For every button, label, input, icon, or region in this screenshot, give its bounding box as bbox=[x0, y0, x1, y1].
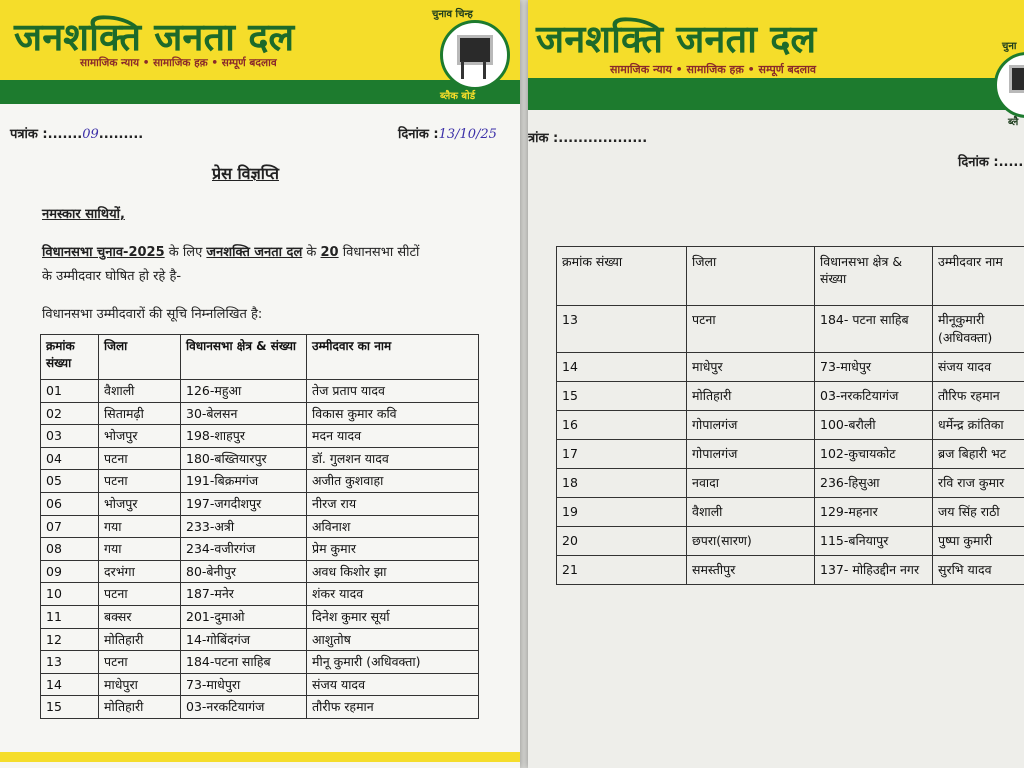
district-cell: वैशाली bbox=[687, 498, 815, 527]
constituency-cell: 137- मोहिउद्दीन नगर bbox=[815, 556, 933, 585]
district-cell: मोतिहारी bbox=[99, 696, 181, 719]
constituency-cell: 03-नरकटियागंज bbox=[181, 696, 307, 719]
symbol-title: चुनाव चिन्ह bbox=[432, 9, 473, 20]
candidate-name-cell: सुरभि यादव bbox=[933, 556, 1024, 585]
table-row bbox=[41, 380, 479, 403]
constituency-cell: 73-माधेपुरा bbox=[181, 673, 307, 696]
table-row bbox=[41, 447, 479, 470]
table-row bbox=[41, 560, 479, 583]
district-cell: माधेपुरा bbox=[99, 673, 181, 696]
constituency-cell: 129-महनार bbox=[815, 498, 933, 527]
serial-number-cell: 18 bbox=[557, 469, 687, 498]
table-row bbox=[41, 402, 479, 425]
table-row bbox=[41, 673, 479, 696]
column-header: उम्मीदवार का नाम bbox=[307, 335, 479, 380]
serial-number-cell: 10 bbox=[41, 583, 99, 606]
candidate-table-right bbox=[556, 246, 1024, 585]
serial-number-cell: 13 bbox=[557, 306, 687, 353]
table-row bbox=[41, 538, 479, 561]
letter-number: त्रांक :.................. bbox=[528, 131, 648, 146]
district-cell: गोपालगंज bbox=[687, 411, 815, 440]
intro-text-b: के bbox=[302, 245, 321, 260]
letter-page-right bbox=[528, 0, 1024, 768]
date-label: दिनांक : bbox=[958, 155, 999, 170]
serial-number-cell: 16 bbox=[557, 411, 687, 440]
constituency-cell: 236-हिसुआ bbox=[815, 469, 933, 498]
serial-number-cell: 15 bbox=[557, 382, 687, 411]
candidate-name-cell: शंकर यादव bbox=[307, 583, 479, 606]
constituency-cell: 115-बनियापुर bbox=[815, 527, 933, 556]
constituency-cell: 30-बेलसन bbox=[181, 402, 307, 425]
serial-number-cell: 21 bbox=[557, 556, 687, 585]
candidate-name-cell: डॉ. गुलशन यादव bbox=[307, 447, 479, 470]
candidate-table-left bbox=[40, 334, 479, 719]
symbol-title: चुना bbox=[1002, 41, 1017, 52]
election-name: विधानसभा चुनाव-2025 bbox=[42, 245, 165, 260]
serial-number-cell: 05 bbox=[41, 470, 99, 493]
serial-number-cell: 15 bbox=[41, 696, 99, 719]
constituency-cell: 191-बिक्रमगंज bbox=[181, 470, 307, 493]
table-row bbox=[41, 651, 479, 674]
district-cell: सितामढ़ी bbox=[99, 402, 181, 425]
constituency-cell: 100-बरौली bbox=[815, 411, 933, 440]
column-header: विधानसभा क्षेत्र & संख्या bbox=[815, 247, 933, 306]
serial-number-cell: 12 bbox=[41, 628, 99, 651]
district-cell: गया bbox=[99, 515, 181, 538]
constituency-cell: 187-मनेर bbox=[181, 583, 307, 606]
candidate-name-cell: मीनू कुमारी (अधिवक्ता) bbox=[307, 651, 479, 674]
district-cell: छपरा(सारण) bbox=[687, 527, 815, 556]
table-row bbox=[557, 527, 1024, 556]
table-row bbox=[41, 628, 479, 651]
party-tagline: सामाजिक न्याय • सामाजिक हक़ • सम्पूर्ण बदलाव bbox=[610, 63, 817, 76]
constituency-cell: 80-बेनीपुर bbox=[181, 560, 307, 583]
constituency-cell: 73-माधेपुर bbox=[815, 353, 933, 382]
party-name: जनशक्ति जनता दल bbox=[14, 15, 295, 59]
candidate-name-cell: आशुतोष bbox=[307, 628, 479, 651]
column-header: जिला bbox=[99, 335, 181, 380]
column-header: विधानसभा क्षेत्र & संख्या bbox=[181, 335, 307, 380]
symbol-name: ब्लैक बोर्ड bbox=[440, 91, 476, 102]
letter-date: दिनांक :..... bbox=[958, 155, 1024, 170]
candidate-name-cell: मदन यादव bbox=[307, 425, 479, 448]
constituency-cell: 201-दुमाओ bbox=[181, 605, 307, 628]
table-row bbox=[557, 411, 1024, 440]
serial-number-cell: 09 bbox=[41, 560, 99, 583]
column-header: जिला bbox=[687, 247, 815, 306]
column-header: क्रमांक संख्या bbox=[557, 247, 687, 306]
table-row bbox=[41, 492, 479, 515]
serial-number-cell: 13 bbox=[41, 651, 99, 674]
serial-number-cell: 06 bbox=[41, 492, 99, 515]
greeting: नमस्कार साथियों, bbox=[42, 207, 125, 222]
district-cell: गया bbox=[99, 538, 181, 561]
constituency-cell: 184-पटना साहिब bbox=[181, 651, 307, 674]
candidate-name-cell: तेज प्रताप यादव bbox=[307, 380, 479, 403]
candidate-name-cell: दिनेश कुमार सूर्या bbox=[307, 605, 479, 628]
table-header-row bbox=[557, 247, 1024, 306]
constituency-cell: 126-महुआ bbox=[181, 380, 307, 403]
press-release-heading: प्रेस विज्ञप्ति bbox=[212, 164, 279, 183]
candidate-name-cell: मीनूकुमारी (अधिवक्ता) bbox=[933, 306, 1024, 353]
candidate-name-cell: तौरीफ रहमान bbox=[307, 696, 479, 719]
serial-number-cell: 19 bbox=[557, 498, 687, 527]
district-cell: पटना bbox=[99, 583, 181, 606]
serial-number-cell: 14 bbox=[557, 353, 687, 382]
serial-number-cell: 11 bbox=[41, 605, 99, 628]
table-row bbox=[557, 556, 1024, 585]
table-row bbox=[41, 605, 479, 628]
constituency-cell: 102-कुचायकोट bbox=[815, 440, 933, 469]
column-header: क्रमांक संख्या bbox=[41, 335, 99, 380]
list-intro: विधानसभा उम्मीदवारों की सूचि निम्नलिखित है: bbox=[42, 307, 263, 322]
district-cell: पटना bbox=[99, 651, 181, 674]
district-cell: भोजपुर bbox=[99, 425, 181, 448]
candidate-name-cell: अजीत कुशवाहा bbox=[307, 470, 479, 493]
table-row bbox=[41, 696, 479, 719]
candidate-name-cell: रवि राज कुमार bbox=[933, 469, 1024, 498]
candidate-name-cell: संजय यादव bbox=[307, 673, 479, 696]
letter-date bbox=[398, 124, 497, 142]
table-row bbox=[557, 440, 1024, 469]
symbol-name: ब्लै bbox=[1008, 117, 1019, 128]
candidate-name-cell: नीरज राय bbox=[307, 492, 479, 515]
candidate-name-cell: विकास कुमार कवि bbox=[307, 402, 479, 425]
table-row bbox=[557, 382, 1024, 411]
letter-number-label: त्रांक : bbox=[528, 131, 559, 146]
seat-count: 20 bbox=[320, 245, 339, 260]
serial-number-cell: 04 bbox=[41, 447, 99, 470]
constituency-cell: 184- पटना साहिब bbox=[815, 306, 933, 353]
district-cell: मोतिहारी bbox=[687, 382, 815, 411]
footer-strip bbox=[0, 752, 520, 762]
intro-line-2: के उम्मीदवार घोषित हो रहे है- bbox=[42, 269, 182, 284]
constituency-cell: 198-शाहपुर bbox=[181, 425, 307, 448]
constituency-cell: 14-गोबिंदगंज bbox=[181, 628, 307, 651]
candidate-name-cell: धर्मेन्द्र क्रांतिका bbox=[933, 411, 1024, 440]
district-cell: समस्तीपुर bbox=[687, 556, 815, 585]
district-cell: वैशाली bbox=[99, 380, 181, 403]
table-row bbox=[41, 515, 479, 538]
candidate-name-cell: संजय यादव bbox=[933, 353, 1024, 382]
serial-number-cell: 14 bbox=[41, 673, 99, 696]
district-cell: भोजपुर bbox=[99, 492, 181, 515]
intro-line-1 bbox=[42, 242, 419, 260]
district-cell: नवादा bbox=[687, 469, 815, 498]
constituency-cell: 03-नरकटियागंज bbox=[815, 382, 933, 411]
candidate-name-cell: प्रेम कुमार bbox=[307, 538, 479, 561]
serial-number-cell: 07 bbox=[41, 515, 99, 538]
blackboard-symbol-icon bbox=[440, 20, 510, 90]
table-row bbox=[557, 306, 1024, 353]
letter-number-label: पत्रांक : bbox=[10, 127, 48, 142]
table-header-row bbox=[41, 335, 479, 380]
candidate-name-cell: अविनाश bbox=[307, 515, 479, 538]
date-label: दिनांक : bbox=[398, 127, 439, 142]
candidate-name-cell: तौरिफ रहमान bbox=[933, 382, 1024, 411]
district-cell: पटना bbox=[99, 470, 181, 493]
district-cell: गोपालगंज bbox=[687, 440, 815, 469]
table-row bbox=[41, 470, 479, 493]
table-row bbox=[557, 353, 1024, 382]
district-cell: पटना bbox=[687, 306, 815, 353]
candidate-name-cell: जय सिंह राठी bbox=[933, 498, 1024, 527]
district-cell: दरभंगा bbox=[99, 560, 181, 583]
letter-number-value: 09 bbox=[82, 127, 99, 142]
district-cell: पटना bbox=[99, 447, 181, 470]
table-row bbox=[557, 498, 1024, 527]
candidate-name-cell: ब्रज बिहारी भट bbox=[933, 440, 1024, 469]
table-row bbox=[41, 583, 479, 606]
party-tagline: सामाजिक न्याय • सामाजिक हक़ • सम्पूर्ण बदलाव bbox=[80, 57, 277, 69]
serial-number-cell: 02 bbox=[41, 402, 99, 425]
letterhead-green-band bbox=[528, 78, 1024, 110]
intro-text-c: विधानसभा सीटों bbox=[338, 245, 420, 260]
party-name: जनशक्ति जनता दल bbox=[536, 17, 817, 61]
intro-text-a: के लिए bbox=[164, 245, 207, 260]
district-cell: माधेपुर bbox=[687, 353, 815, 382]
date-value: 13/10/25 bbox=[438, 127, 497, 142]
constituency-cell: 197-जगदीशपुर bbox=[181, 492, 307, 515]
district-cell: बक्सर bbox=[99, 605, 181, 628]
candidate-name-cell: अवध किशोर झा bbox=[307, 560, 479, 583]
constituency-cell: 233-अत्री bbox=[181, 515, 307, 538]
serial-number-cell: 01 bbox=[41, 380, 99, 403]
serial-number-cell: 20 bbox=[557, 527, 687, 556]
table-row bbox=[557, 469, 1024, 498]
serial-number-cell: 03 bbox=[41, 425, 99, 448]
table-row bbox=[41, 425, 479, 448]
constituency-cell: 180-बख्तियारपुर bbox=[181, 447, 307, 470]
serial-number-cell: 08 bbox=[41, 538, 99, 561]
letter-number: पत्रांक :.......09......... bbox=[10, 127, 144, 142]
serial-number-cell: 17 bbox=[557, 440, 687, 469]
district-cell: मोतिहारी bbox=[99, 628, 181, 651]
intro-party: जनशक्ति जनता दल bbox=[206, 245, 303, 260]
candidate-name-cell: पुष्पा कुमारी bbox=[933, 527, 1024, 556]
column-header: उम्मीदवार नाम bbox=[933, 247, 1024, 306]
constituency-cell: 234-वजीरगंज bbox=[181, 538, 307, 561]
